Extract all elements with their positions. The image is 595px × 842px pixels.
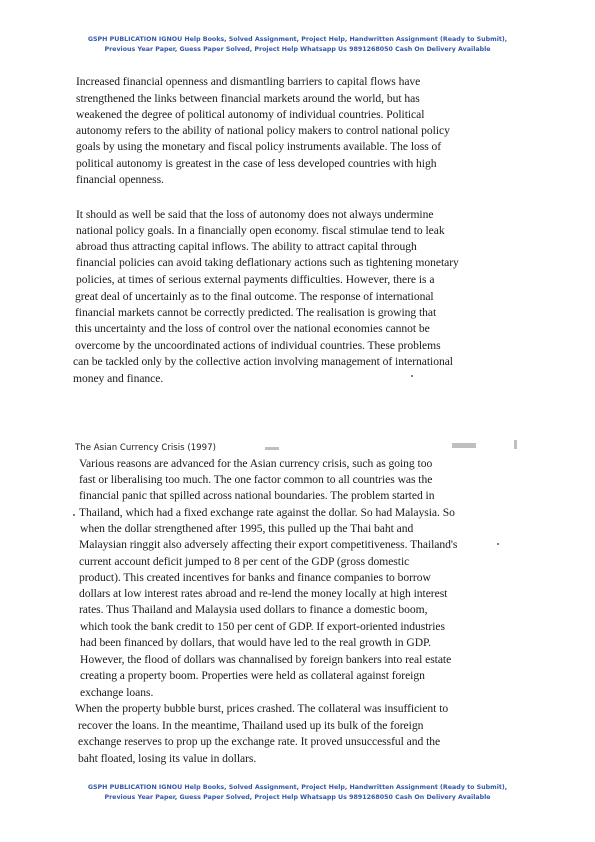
para3-line: Malaysian ringgit also adversely affecting their export competitiveness. Thailand's xyxy=(79,538,458,551)
scan-mark xyxy=(514,440,517,449)
para4-line: When the property bubble burst, prices crashed. The collateral was insufficient to xyxy=(75,702,449,715)
scan-dot xyxy=(497,543,499,545)
header-line-1: GSPH PUBLICATION IGNOU Help Books, Solved Assignment, Project Help, Handwritten Assignment (Ready to Submit), xyxy=(87,36,508,43)
para2-line: this uncertainty and the loss of control over the national economies cannot be xyxy=(75,322,430,335)
footer-line-2: Previous Year Paper, Guess Paper Solved, Project Help Whatsapp Us 9891268050 Cash On Delivery Available xyxy=(104,794,491,801)
para4-line: recover the loans. In the meantime, Thailand used up its bulk of the foreign xyxy=(78,719,424,732)
para3-line: current account deficit jumped to 8 per cent of the GDP (gross domestic xyxy=(79,555,410,568)
para2-line: financial markets cannot be correctly predicted. The realisation is growing that xyxy=(75,306,437,319)
para3-line: exchange loans. xyxy=(80,686,154,699)
para2-line: can be tackled only by the collective action involving management of international xyxy=(73,355,453,368)
para4-line: baht floated, losing its value in dollars. xyxy=(78,752,257,765)
footer-line-1: GSPH PUBLICATION IGNOU Help Books, Solved Assignment, Project Help, Handwritten Assignment (Ready to Submit), xyxy=(87,784,508,791)
para2-line: policies, at times of serious external payments difficulties. However, there is a xyxy=(76,273,435,286)
para3-line: financial panic that spilled across national boundaries. The problem started in xyxy=(79,489,435,502)
para2-line: overcome by the uncoordinated actions of individual countries. These problems xyxy=(75,339,441,352)
para1-line: strengthened the links between financial markets around the world, but has xyxy=(76,92,420,105)
para3-line: However, the flood of dollars was channalised by foreign bankers into real estate xyxy=(80,653,452,666)
para3-line: fast or liberalising too much. The one factor common to all countries was the xyxy=(79,473,433,486)
para3-line: product). This created incentives for banks and finance companies to borrow xyxy=(79,571,431,584)
para1-line: political autonomy is greatest in the case of less developed countries with high xyxy=(76,157,437,170)
para2-line: financial policies can avoid taking deflationary actions such as tightening monetary xyxy=(76,256,459,269)
para3-line: Thailand, which had a fixed exchange rate against the dollar. So had Malaysia. So xyxy=(79,506,455,519)
para4-line: exchange reserves to prop up the exchange rate. It proved unsuccessful and the xyxy=(78,735,441,748)
para2-line: abroad thus attracting capital inflows. The ability to attract capital through xyxy=(76,240,417,253)
para1-line: weakened the degree of political autonomy of individual countries. Political xyxy=(76,108,425,121)
scan-dot xyxy=(411,375,413,377)
para1-line: financial openness. xyxy=(76,173,164,186)
header-line-2: Previous Year Paper, Guess Paper Solved, Project Help Whatsapp Us 9891268050 Cash On Delivery Available xyxy=(104,46,491,53)
para3-line: when the dollar strengthened after 1995, this pulled up the Thai baht and xyxy=(80,522,414,535)
footer-banner xyxy=(0,783,595,803)
para1-line: goals by using the monetary and fiscal policy instruments available. The loss of xyxy=(76,140,442,153)
para3-line: which took the bank credit to 150 per cent of GDP. If export-oriented industries xyxy=(80,620,445,633)
para3-line: Various reasons are advanced for the Asian currency crisis, such as going too xyxy=(79,457,433,470)
para2-line: money and finance. xyxy=(73,372,164,385)
scan-mark xyxy=(265,447,279,450)
scan-dot xyxy=(73,514,75,516)
para3-line: dollars at low interest rates abroad and re-lend the money locally at high interest xyxy=(79,587,448,600)
para2-line: It should as well be said that the loss of autonomy does not always undermine xyxy=(76,208,434,221)
para3-line: rates. Thus Thailand and Malaysia used dollars to finance a domestic boom, xyxy=(79,603,428,616)
para1-line: autonomy refers to the ability of national policy makers to control national policy xyxy=(76,124,450,137)
para1-line: Increased financial openness and dismantling barriers to capital flows have xyxy=(76,75,421,88)
section-heading: The Asian Currency Crisis (1997) xyxy=(75,443,216,453)
scan-mark xyxy=(452,443,476,448)
para2-line: national policy goals. In a financially open economy. fiscal stimulae tend to leak xyxy=(76,224,445,237)
para2-line: great deal of uncertainly as to the final outcome. The response of international xyxy=(75,290,434,303)
para3-line: had been financed by dollars, that would have led to the real growth in GDP. xyxy=(80,636,432,649)
para3-line: creating a property boom. Properties were held as collateral against foreign xyxy=(80,669,425,682)
